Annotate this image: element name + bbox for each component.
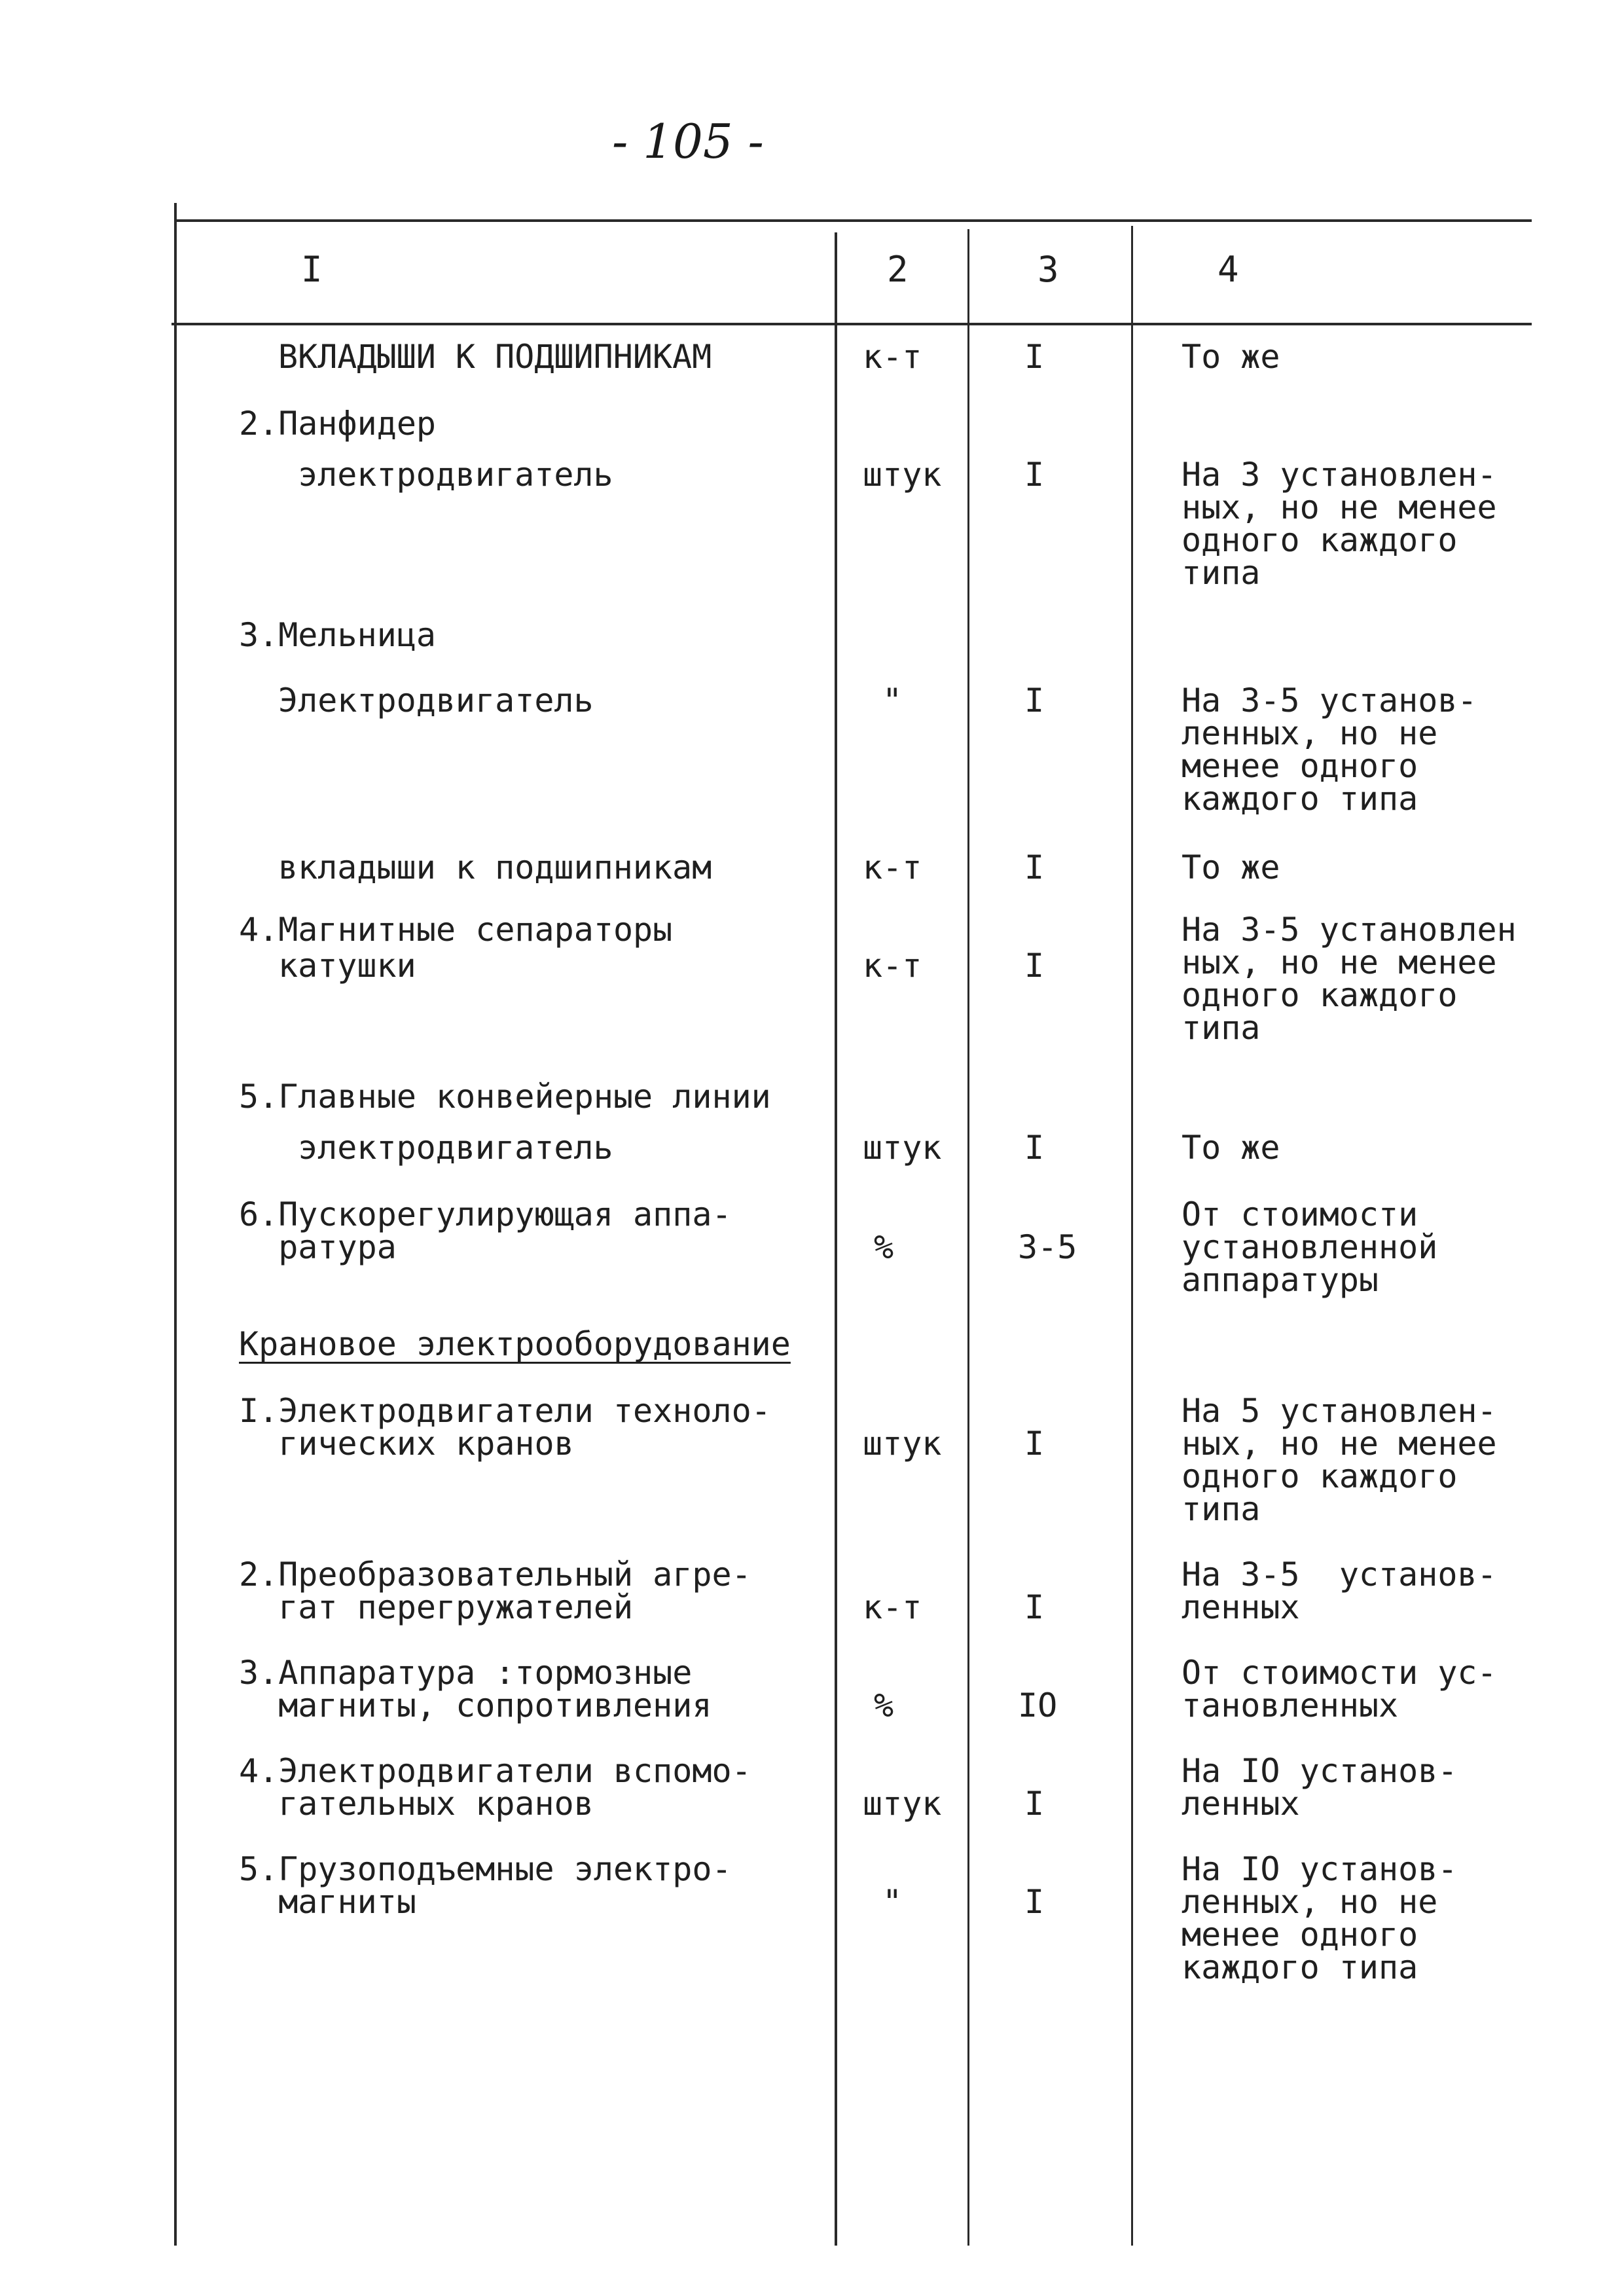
row-2-unit: штук <box>863 456 942 494</box>
row-11-name: I.Электродвигатели техноло- гических кранов <box>239 1392 771 1463</box>
row-9-unit: % <box>874 1228 894 1266</box>
header-col-4: 4 <box>1218 249 1239 290</box>
row-2-qty: I <box>1024 456 1045 494</box>
row-9-qty: 3-5 <box>1018 1228 1077 1266</box>
row-9-note: От стоимости установленной аппаратуры <box>1182 1195 1438 1299</box>
table-top-border <box>177 219 1532 222</box>
row-15-name: 5.Грузоподъемные электро- магниты <box>239 1850 732 1921</box>
row-0-note: То же <box>1182 338 1280 376</box>
row-13-name: 3.Аппаратура :тормозные магниты, сопротивления <box>239 1654 712 1724</box>
row-4-unit: " <box>882 682 903 720</box>
row-5-unit: к-т <box>863 848 922 886</box>
row-0-name: ВКЛАДЫШИ К ПОДШИПНИКАМ <box>278 338 712 376</box>
row-6-note: На 3-5 установлен ных, но не менее одного каждого типа <box>1182 911 1517 1047</box>
row-13-unit: % <box>874 1686 894 1724</box>
row-11-qty: I <box>1024 1425 1045 1463</box>
row-7-name: 5.Главные конвейерные линии <box>239 1078 771 1116</box>
column-divider-3 <box>1131 226 1133 2246</box>
row-5-qty: I <box>1024 848 1045 886</box>
row-11-note: На 5 установлен- ных, но не менее одного каждого типа <box>1182 1392 1497 1528</box>
row-6-subname: катушки <box>278 947 416 985</box>
column-divider-1 <box>835 232 837 2246</box>
row-0-qty: I <box>1024 338 1045 376</box>
row-1-name: 2.Панфидер <box>239 405 437 443</box>
header-col-2: 2 <box>887 249 909 290</box>
row-8-qty: I <box>1024 1129 1045 1167</box>
row-12-name: 2.Преобразовательный агре- гат перегружателей <box>239 1556 751 1626</box>
row-8-name: электродвигатель <box>298 1129 613 1167</box>
row-15-unit: " <box>882 1883 903 1921</box>
row-14-unit: штук <box>863 1785 942 1823</box>
row-13-note: От стоимости ус- тановленных <box>1182 1654 1497 1724</box>
row-15-note: На IO установ- ленных, но не менее одного каждого типа <box>1182 1850 1458 1986</box>
row-9-name: 6.Пускорегулирующая аппа- ратура <box>239 1195 732 1266</box>
table-left-border <box>174 203 177 2246</box>
row-4-qty: I <box>1024 682 1045 720</box>
row-15-qty: I <box>1024 1883 1045 1921</box>
header-bottom-border <box>171 323 1532 325</box>
row-11-unit: штук <box>863 1425 942 1463</box>
row-5-note: То же <box>1182 848 1280 886</box>
header-col-1: I <box>301 249 323 290</box>
row-14-note: На IO установ- ленных <box>1182 1752 1458 1823</box>
row-4-note: На 3-5 установ- ленных, но не менее одного каждого типа <box>1182 682 1477 818</box>
row-12-unit: к-т <box>863 1588 922 1626</box>
row-6-qty: I <box>1024 947 1045 985</box>
row-2-name: электродвигатель <box>298 456 613 494</box>
row-14-name: 4.Электродвигатели вспомо- гательных кранов <box>239 1752 751 1823</box>
row-5-name: вкладыши к подшипникам <box>278 848 712 886</box>
row-13-qty: IO <box>1018 1686 1058 1724</box>
row-12-note: На 3-5 установ- ленных <box>1182 1556 1497 1626</box>
column-divider-2 <box>967 229 969 2246</box>
row-14-qty: I <box>1024 1785 1045 1823</box>
row-8-unit: штук <box>863 1129 942 1167</box>
row-6-name: 4.Магнитные сепараторы <box>239 911 673 949</box>
header-col-3: 3 <box>1038 249 1059 290</box>
row-4-name: Электродвигатель <box>278 682 594 720</box>
row-3-name: 3.Мельница <box>239 616 437 654</box>
row-0-unit: к-т <box>863 338 922 376</box>
row-8-note: То же <box>1182 1129 1280 1167</box>
row-2-note: На 3 установлен- ных, но не менее одного каждого типа <box>1182 456 1497 592</box>
section-heading-crane-equipment: Крановое электрооборудование <box>239 1325 791 1363</box>
row-12-qty: I <box>1024 1588 1045 1626</box>
row-6-unit: к-т <box>863 947 922 985</box>
page-number: - 105 - <box>612 114 764 169</box>
